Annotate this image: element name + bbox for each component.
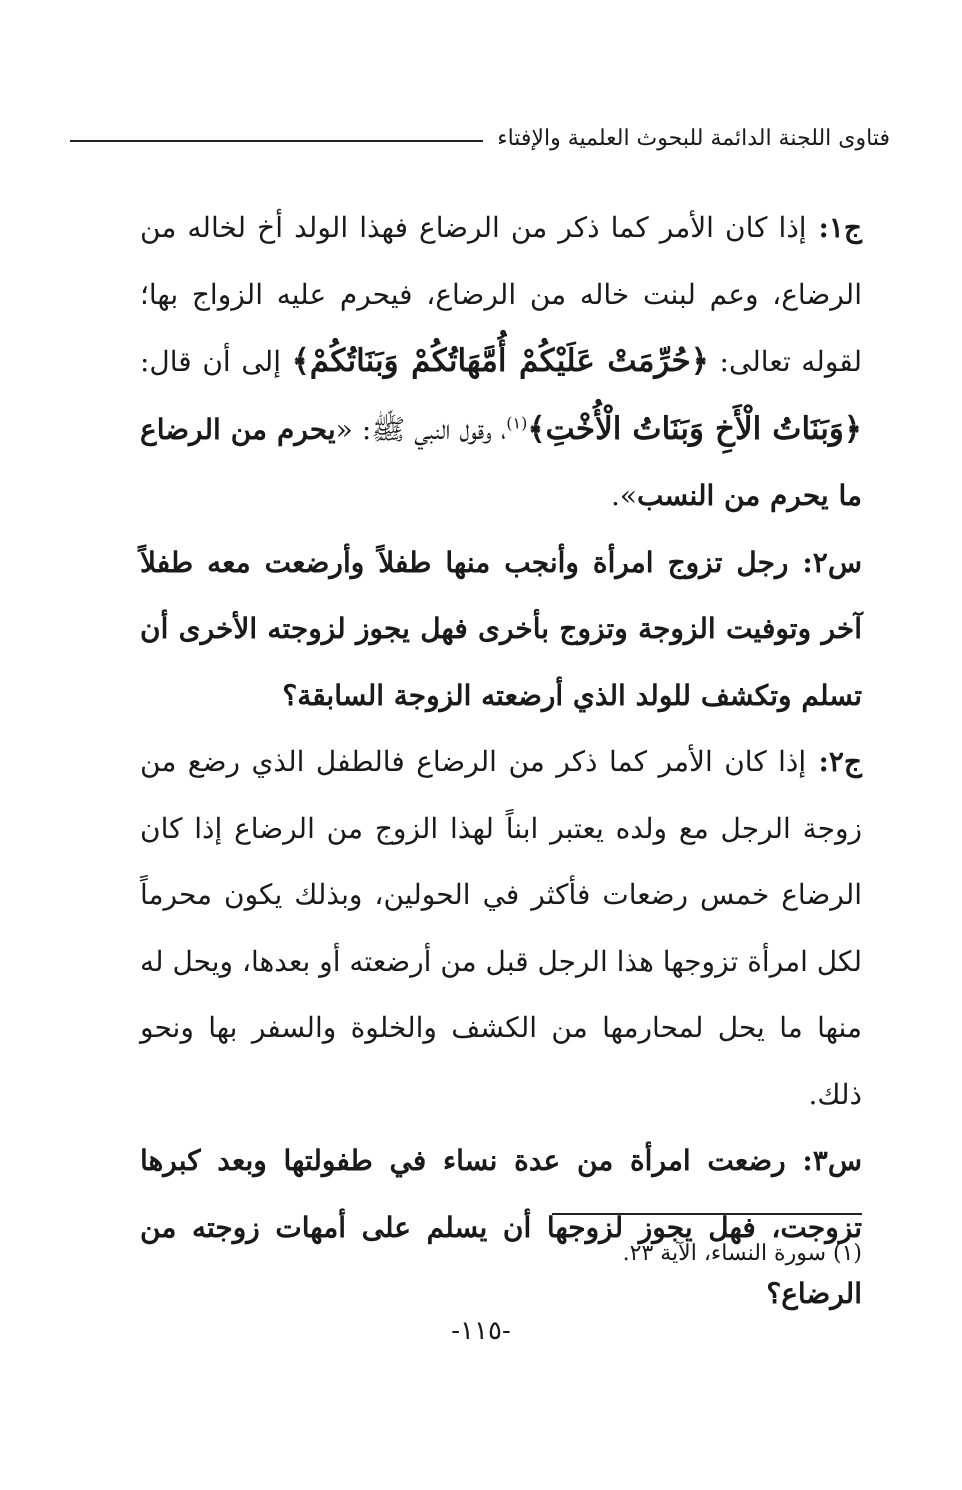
answer-1-label: ج١: [806,211,862,244]
answer-1-text-4: ». [610,479,638,512]
page-number: -١١٥- [451,1316,511,1346]
question-2-text: رجل تزوج امرأة وأنجب منها طفلاً وأرضعت معه طفلاً آخر وتوفيت الزوجة وتزوج بأخرى فهل يجوز لزوجته الأخرى أن تسلم وتكشف للولد الذي أرضعته الزوجة السابقة؟ [140,545,862,712]
answer-2-label: ج٢: [806,745,862,778]
footnote-separator [552,1213,862,1215]
answer-1-text-2: إلى أن قال: [140,345,292,378]
quran-verse-2: ﴿وَبَنَاتُ الْأَخِ وَبَنَاتُ الْأُخْتِ﴾ [527,410,863,447]
quran-verse-1: ﴿حُرِّمَتْ عَلَيْكُمْ أُمَّهَاتُكُمْ وَبَنَاتُكُمْ﴾ [291,343,709,379]
main-text [140,195,862,1328]
question-2 [140,530,862,730]
question-3 [140,1128,862,1328]
footnote-reference[interactable]: (١) [506,413,528,433]
answer-1-text-3: ، وقول النبي ﷺ: « [335,412,507,446]
question-2-label: س٢: [788,545,862,579]
header-rule [70,140,483,142]
answer-1-text-1: إذا كان الأمر كما ذكر من الرضاع فهذا الولد أخ لخاله من الرضاع، وعم لبنت خاله من الرضاع، فيحرم عليه الزواج بها؛ لقوله تعالى: [140,211,862,378]
answer-1 [140,195,862,530]
answer-2-text: إذا كان الأمر كما ذكر من الرضاع فالطفل الذي رضع من زوجة الرجل مع ولده يعتبر ابناً لهذا الزوج من الرضاع إذا كان الرضاع خمس رضعات فأكثر في الحولين، وبذلك يكون محرماً لكل امرأة تزوجها هذا الرجل قبل من أرضعته أو بعدها، ويحل له منها ما يحل لمحارمها من الكشف والخلوة والسفر بها ونحو ذلك. [140,745,862,1111]
running-header-title: فتاوى اللجنة الدائمة للبحوث العلمية والإفتاء [497,126,890,151]
footnote: (١) سورة النساء، الآية ٢٣. [622,1241,862,1266]
running-header [70,128,890,150]
hadith-quote: يحرم من الرضاع ما يحرم من النسب [140,412,862,512]
question-3-label: س٣: [785,1144,862,1177]
answer-2 [140,729,862,1128]
question-3-text: رضعت امرأة من عدة نساء في طفولتها وبعد كبرها تزوجت، فهل يجوز لزوجها أن يسلم على أمهات زوجته من الرضاع؟ [140,1144,862,1310]
